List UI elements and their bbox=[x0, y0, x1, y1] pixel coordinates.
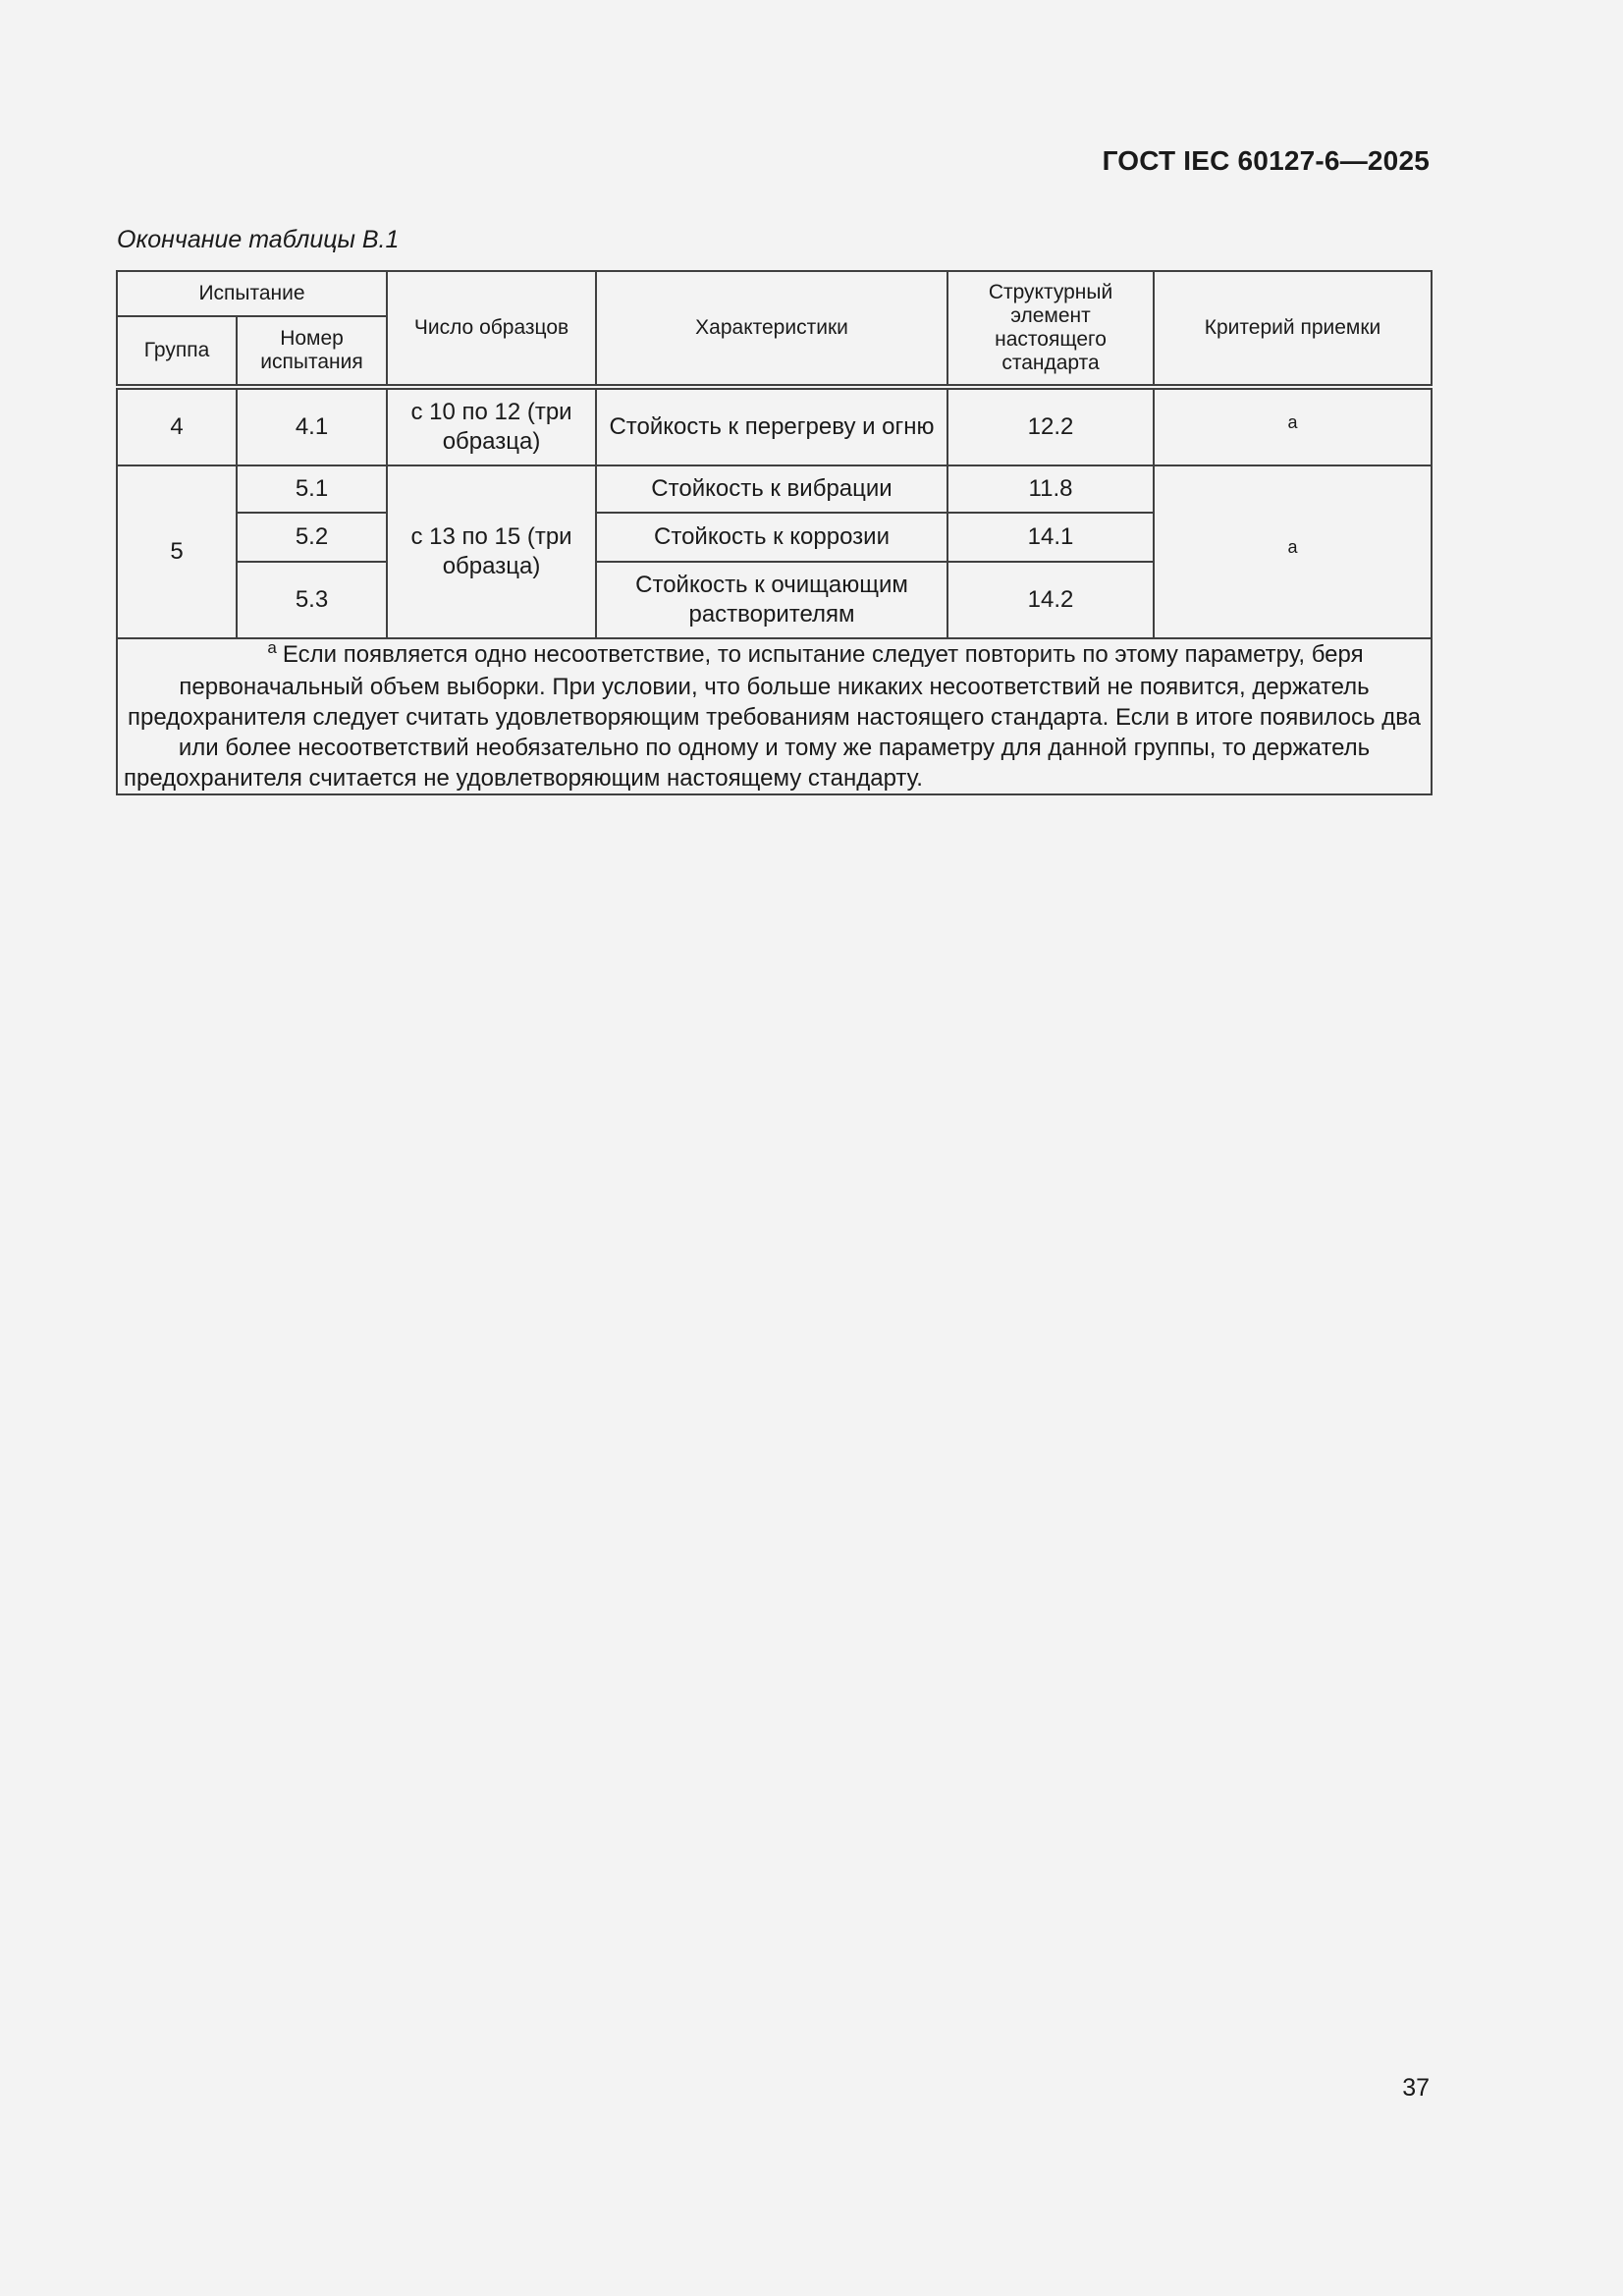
header-characteristics: Характеристики bbox=[596, 271, 947, 387]
footnote-cell bbox=[117, 638, 1432, 794]
cell-test-number: 5.3 bbox=[237, 562, 387, 638]
cell-characteristic: Стойкость к коррозии bbox=[596, 513, 947, 562]
table-row bbox=[117, 465, 1432, 513]
header-sample-count: Число образцов bbox=[387, 271, 596, 387]
cell-group: 5 bbox=[117, 465, 237, 638]
test-table bbox=[116, 270, 1433, 795]
cell-test-number: 4.1 bbox=[237, 387, 387, 465]
header-row-1 bbox=[117, 271, 1432, 316]
header-structural-element: Структурный элемент настоящего стандарта bbox=[947, 271, 1154, 387]
cell-samples: с 10 по 12 (три образца) bbox=[387, 387, 596, 465]
table-caption: Окончание таблицы В.1 bbox=[117, 226, 400, 253]
cell-element: 11.8 bbox=[947, 465, 1154, 513]
cell-group: 4 bbox=[117, 387, 237, 465]
cell-criterion bbox=[1154, 465, 1432, 638]
cell-element: 14.2 bbox=[947, 562, 1154, 638]
footnote-text: Если появляется одно несоответствие, то испытание следует повторить по этому параметру, беря первоначальный объем выборки. При условии, что больше никаких несоответствий не появится, держатель предохранителя следует считать удовлетворяющим требованиям настоящего стандарта. Если в итоге появилось два или более несоответствий необязательно по одному и тому же параметру для данной группы, то держатель предохранителя считается не удовлетворяющим настоящему стандарту. bbox=[124, 641, 1422, 792]
document-id: ГОСТ IEC 60127-6—2025 bbox=[1102, 145, 1430, 176]
table-row bbox=[117, 387, 1432, 465]
cell-test-number: 5.2 bbox=[237, 513, 387, 562]
page-number: 37 bbox=[1402, 2074, 1430, 2102]
cell-characteristic: Стойкость к очищающим растворителям bbox=[596, 562, 947, 638]
header-acceptance-criterion: Критерий приемки bbox=[1154, 271, 1432, 387]
footnote-reference: a bbox=[1287, 536, 1298, 557]
cell-characteristic: Стойкость к вибрации bbox=[596, 465, 947, 513]
cell-element: 12.2 bbox=[947, 387, 1154, 465]
footnote-row bbox=[117, 638, 1432, 794]
cell-test-number: 5.1 bbox=[237, 465, 387, 513]
cell-characteristic: Стойкость к перегреву и огню bbox=[596, 387, 947, 465]
cell-samples: с 13 по 15 (три образца) bbox=[387, 465, 596, 638]
header-group: Группа bbox=[117, 316, 237, 387]
footnote-reference: a bbox=[1287, 411, 1298, 432]
header-test-number: Номер испытания bbox=[237, 316, 387, 387]
cell-element: 14.1 bbox=[947, 513, 1154, 562]
test-table-container bbox=[116, 270, 1431, 795]
header-test: Испытание bbox=[117, 271, 387, 316]
cell-criterion bbox=[1154, 387, 1432, 465]
footnote-mark: a bbox=[267, 638, 277, 657]
